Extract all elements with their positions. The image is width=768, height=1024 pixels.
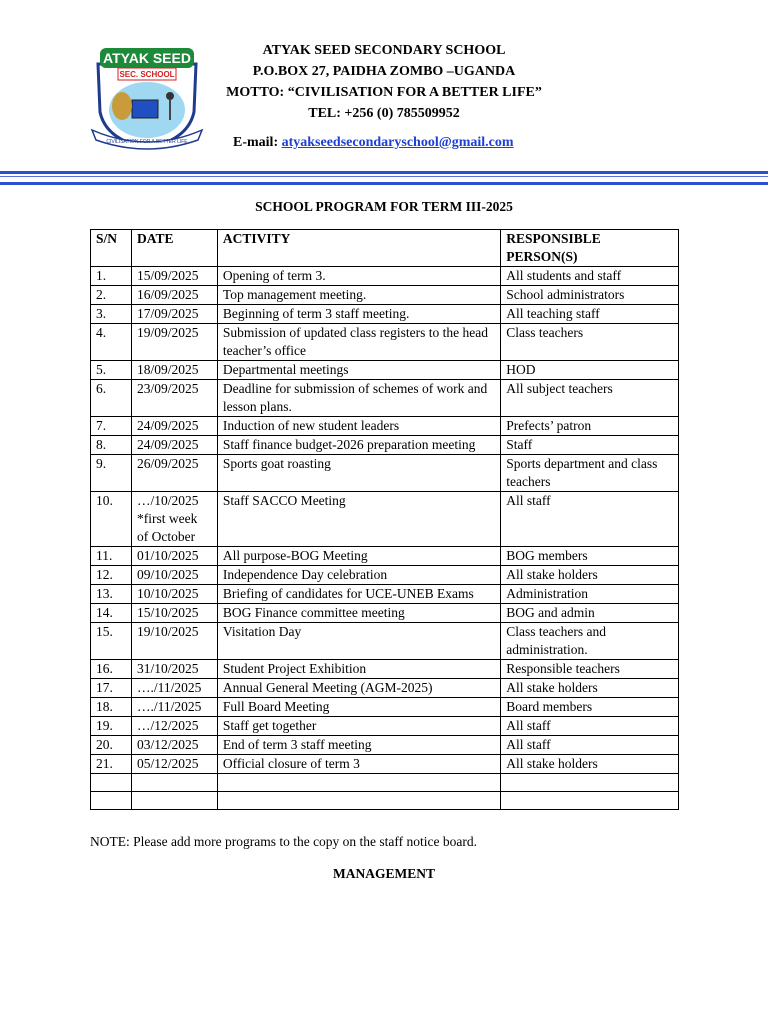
cell-date: 17/09/2025: [131, 305, 217, 324]
cell-responsible: Staff: [501, 436, 679, 455]
cell-activity: Submission of updated class registers to the head teacher’s office: [217, 324, 500, 361]
cell-date: [131, 792, 217, 810]
cell-sn: 9.: [91, 455, 132, 492]
cell-sn: 21.: [91, 755, 132, 774]
cell-date: 09/10/2025: [131, 566, 217, 585]
cell-sn: 6.: [91, 380, 132, 417]
cell-date: 19/10/2025: [131, 623, 217, 660]
table-row: [91, 774, 679, 792]
cell-sn: 15.: [91, 623, 132, 660]
cell-responsible: All teaching staff: [501, 305, 679, 324]
cell-sn: 3.: [91, 305, 132, 324]
header-activity: ACTIVITY: [217, 230, 500, 267]
cell-date: 10/10/2025: [131, 585, 217, 604]
program-table: [90, 229, 679, 810]
cell-activity: Top management meeting.: [217, 286, 500, 305]
table-row: [91, 585, 679, 604]
management-signature: MANAGEMENT: [333, 866, 435, 881]
header-rule-bottom: [0, 182, 768, 185]
cell-responsible: HOD: [501, 361, 679, 380]
table-row: [91, 679, 679, 698]
cell-sn: 17.: [91, 679, 132, 698]
cell-sn: 12.: [91, 566, 132, 585]
cell-activity: Staff get together: [217, 717, 500, 736]
cell-activity: All purpose-BOG Meeting: [217, 547, 500, 566]
cell-activity: Student Project Exhibition: [217, 660, 500, 679]
cell-date: 31/10/2025: [131, 660, 217, 679]
cell-activity: Sports goat roasting: [217, 455, 500, 492]
cell-sn: 1.: [91, 267, 132, 286]
program-title: SCHOOL PROGRAM FOR TERM III-2025: [255, 199, 513, 214]
email-line: [233, 135, 514, 151]
email-link[interactable]: atyakseedsecondaryschool@gmail.com: [281, 135, 514, 150]
cell-sn: 5.: [91, 361, 132, 380]
header-rule-top: [0, 171, 768, 174]
cell-responsible: All stake holders: [501, 679, 679, 698]
cell-sn: 7.: [91, 417, 132, 436]
table-row: [91, 566, 679, 585]
table-row: [91, 286, 679, 305]
cell-responsible: All students and staff: [501, 267, 679, 286]
logo-ribbon-text: CIVILISATION FOR A BETTER LIFE: [106, 139, 188, 145]
cell-sn: 11.: [91, 547, 132, 566]
cell-date: 03/12/2025: [131, 736, 217, 755]
cell-responsible: All staff: [501, 736, 679, 755]
cell-date: 24/09/2025: [131, 436, 217, 455]
table-row: [91, 736, 679, 755]
table-row: [91, 305, 679, 324]
table-row: [91, 455, 679, 492]
cell-sn: 18.: [91, 698, 132, 717]
logo-top-text: ATYAK SEED: [103, 50, 191, 66]
cell-sn: [91, 774, 132, 792]
cell-activity: Official closure of term 3: [217, 755, 500, 774]
cell-responsible: [501, 792, 679, 810]
cell-responsible: All stake holders: [501, 566, 679, 585]
table-row: [91, 698, 679, 717]
cell-responsible: Administration: [501, 585, 679, 604]
table-row: [91, 267, 679, 286]
cell-date: …/10/2025 *first week of October: [131, 492, 217, 547]
school-name: ATYAK SEED SECONDARY SCHOOL: [262, 43, 506, 58]
cell-sn: [91, 792, 132, 810]
cell-responsible: All subject teachers: [501, 380, 679, 417]
table-row: [91, 623, 679, 660]
cell-date: 01/10/2025: [131, 547, 217, 566]
cell-date: …./11/2025: [131, 698, 217, 717]
cell-responsible: Prefects’ patron: [501, 417, 679, 436]
cell-activity: Beginning of term 3 staff meeting.: [217, 305, 500, 324]
school-address: P.O.BOX 27, PAIDHA ZOMBO –UGANDA: [252, 64, 516, 79]
cell-date: 23/09/2025: [131, 380, 217, 417]
cell-activity: [217, 792, 500, 810]
cell-responsible: [501, 774, 679, 792]
cell-responsible: Board members: [501, 698, 679, 717]
cell-activity: Induction of new student leaders: [217, 417, 500, 436]
table-row: [91, 604, 679, 623]
logo-banner-text: SEC. SCHOOL: [119, 70, 175, 79]
cell-responsible: School administrators: [501, 286, 679, 305]
table-row: [91, 660, 679, 679]
cell-activity: BOG Finance committee meeting: [217, 604, 500, 623]
table-row: [91, 792, 679, 810]
cell-sn: 13.: [91, 585, 132, 604]
school-telephone: TEL: +256 (0) 785509952: [308, 106, 460, 121]
school-motto: MOTTO: “CIVILISATION FOR A BETTER LIFE”: [226, 85, 542, 100]
cell-activity: Independence Day celebration: [217, 566, 500, 585]
cell-responsible: Responsible teachers: [501, 660, 679, 679]
cell-date: 18/09/2025: [131, 361, 217, 380]
table-row: [91, 361, 679, 380]
cell-date: 19/09/2025: [131, 324, 217, 361]
cell-sn: 14.: [91, 604, 132, 623]
header-rule-middle: [0, 176, 768, 177]
cell-activity: Briefing of candidates for UCE-UNEB Exams: [217, 585, 500, 604]
cell-responsible: Class teachers and administration.: [501, 623, 679, 660]
header-responsible: RESPONSIBLE PERSON(S): [501, 230, 679, 267]
table-row: [91, 547, 679, 566]
cell-responsible: Sports department and class teachers: [501, 455, 679, 492]
cell-activity: Deadline for submission of schemes of work and lesson plans.: [217, 380, 500, 417]
cell-date: 15/09/2025: [131, 267, 217, 286]
cell-date: 16/09/2025: [131, 286, 217, 305]
cell-activity: End of term 3 staff meeting: [217, 736, 500, 755]
header-date: DATE: [131, 230, 217, 267]
table-header-row: [91, 230, 679, 267]
cell-responsible: All staff: [501, 492, 679, 547]
table-row: [91, 717, 679, 736]
cell-activity: Visitation Day: [217, 623, 500, 660]
cell-activity: Departmental meetings: [217, 361, 500, 380]
table-row: [91, 492, 679, 547]
cell-sn: 4.: [91, 324, 132, 361]
cell-activity: [217, 774, 500, 792]
cell-activity: Annual General Meeting (AGM-2025): [217, 679, 500, 698]
note-text: NOTE: Please add more programs to the copy on the staff notice board.: [90, 834, 478, 849]
cell-responsible: BOG and admin: [501, 604, 679, 623]
cell-responsible: All stake holders: [501, 755, 679, 774]
cell-date: 24/09/2025: [131, 417, 217, 436]
cell-sn: 19.: [91, 717, 132, 736]
cell-sn: 10.: [91, 492, 132, 547]
email-label: E-mail:: [233, 135, 279, 150]
cell-sn: 2.: [91, 286, 132, 305]
cell-sn: 20.: [91, 736, 132, 755]
cell-date: 05/12/2025: [131, 755, 217, 774]
cell-activity: Staff finance budget-2026 preparation meeting: [217, 436, 500, 455]
cell-date: …./11/2025: [131, 679, 217, 698]
table-row: [91, 324, 679, 361]
table-row: [91, 436, 679, 455]
cell-sn: 16.: [91, 660, 132, 679]
cell-date: 26/09/2025: [131, 455, 217, 492]
cell-date: 15/10/2025: [131, 604, 217, 623]
cell-activity: Opening of term 3.: [217, 267, 500, 286]
table-row: [91, 380, 679, 417]
header-sn: S/N: [91, 230, 132, 267]
cell-date: [131, 774, 217, 792]
cell-sn: 8.: [91, 436, 132, 455]
cell-responsible: All staff: [501, 717, 679, 736]
cell-date: …/12/2025: [131, 717, 217, 736]
cell-responsible: BOG members: [501, 547, 679, 566]
school-logo: [88, 42, 206, 154]
table-row: [91, 417, 679, 436]
cell-activity: Full Board Meeting: [217, 698, 500, 717]
cell-responsible: Class teachers: [501, 324, 679, 361]
cell-activity: Staff SACCO Meeting: [217, 492, 500, 547]
table-row: [91, 755, 679, 774]
